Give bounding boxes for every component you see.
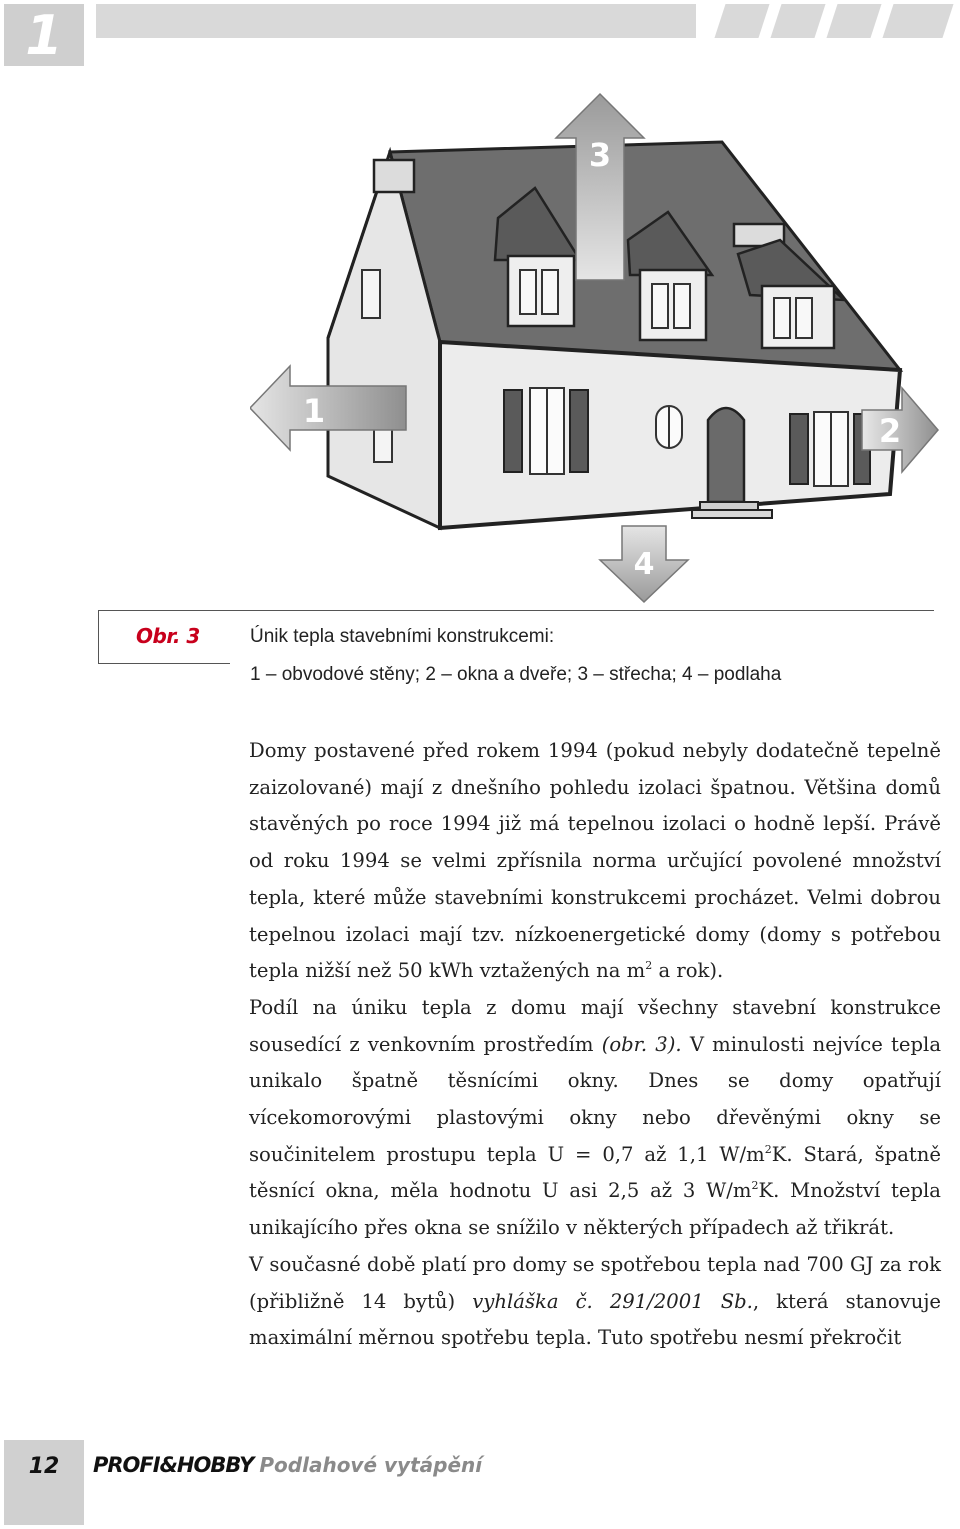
front-window <box>504 388 588 474</box>
publication-subtitle: Podlahové vytápění <box>259 1453 483 1477</box>
page-number-box <box>4 1440 84 1525</box>
caption-title: Únik tepla stavebními konstrukcemi: <box>250 626 555 647</box>
header-stripe <box>770 4 825 38</box>
arrow-4-floor <box>600 526 688 602</box>
chimney <box>374 160 414 192</box>
header-stripe <box>714 4 769 38</box>
body-text <box>249 733 941 1357</box>
header-stripe <box>826 4 881 38</box>
brand-name: PROFI&HOBBY <box>93 1453 254 1477</box>
front-window <box>656 406 682 448</box>
figure-label: Obr. 3 <box>136 624 200 648</box>
house-heat-loss-illustration <box>250 90 950 610</box>
arrow-label: 1 <box>302 392 326 430</box>
gable-window <box>362 270 380 318</box>
paragraph: V současné době platí pro domy se spotřebou tepla nad 700 GJ za rok (přibližně 14 bytů) vyhláška č. 291/2001 Sb., která stanovuje maximální měrnou spotřebu tepla. Tuto spotřebu nesmí překročit <box>249 1252 941 1350</box>
arrow-label: 2 <box>878 412 902 450</box>
footer-brand <box>93 1453 482 1477</box>
header-bar <box>96 4 696 38</box>
chapter-marker <box>4 4 84 66</box>
page-number: 12 <box>28 1454 60 1479</box>
paragraph: Domy postavené před rokem 1994 (pokud nebyly dodatečně tepelně zaizolované) mají z dnešního pohledu izolaci špatnou. Většina domů stavěných po roce 1994 již má tepelnou izolaci o hodně lepší. Právě od roku 1994 se velmi zpřísnila norma určující povolené množství tepla, které může stavebními konstrukcemi procházet. Velmi dobrou tepelnou izolaci mají tzv. nízkoenergetické domy (domy s potřebou tepla nižší než 50 kWh vztažených na $m^2$ a rok). <box>249 739 941 983</box>
arrow-label: 3 <box>588 136 612 174</box>
header-stripe <box>882 4 953 38</box>
front-window <box>790 412 870 486</box>
arrow-label: 4 <box>633 547 655 582</box>
figure-reference: (obr. 3). <box>601 1032 682 1056</box>
paragraph: Podíl na úniku tepla z domu mají všechny stavební konstrukce sousedící z venkovním prostředím (obr. 3). V minulosti nejvíce tepla unikalo špatně těsnícími okny. Dnes se domy opatřují vícekomorovými plastovými okny nebo dřevěnými okny se součinitelem prostupu tepla U = 0,7 až 1,1 $W/m^2K$. Stará, špatně těsnící okna, měla hodnotu U asi 2,5 až 3 $W/m^2K$. Množství tepla unikajícího přes okna se snížilo v některých případech až třikrát. <box>249 995 942 1240</box>
caption-rule <box>230 610 934 611</box>
regulation-reference: vyhláška č. 291/2001 Sb. <box>472 1289 753 1313</box>
caption-legend: 1 – obvodové stěny; 2 – okna a dveře; 3 – střecha; 4 – podlaha <box>250 664 782 685</box>
chapter-number: 1 <box>25 4 63 67</box>
